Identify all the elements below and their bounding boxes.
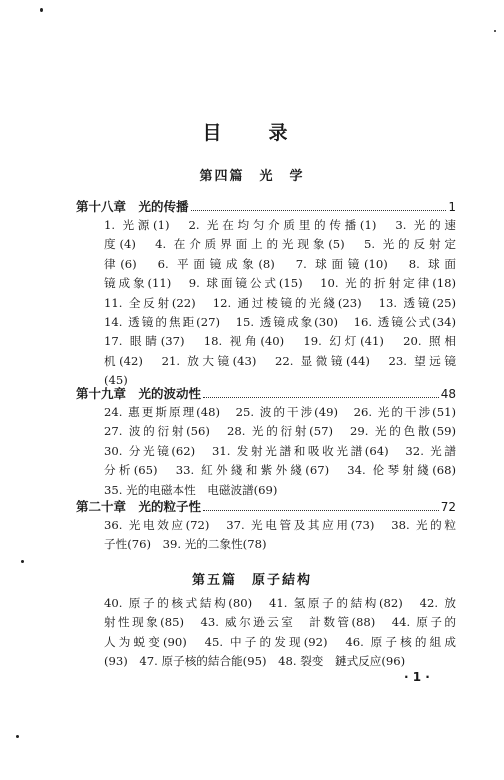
section-line: 镜成象(11) 9. 球面镜公式(15) 10. 光的折射定律(18) (104, 276, 456, 291)
dot-leader (203, 397, 439, 398)
section-line: 律(6) 6. 平面镜成象(8) 7. 球面镜(10) 8. 球面 (104, 256, 456, 271)
chapter-title: 第十九章 光的波动性 (76, 386, 202, 401)
section-line: 射性现象(85) 43. 威尔逊云室 計数管(88) 44. 原子的 (104, 615, 456, 630)
section-line: (45) (104, 373, 128, 388)
chapter-title: 第二十章 光的粒子性 (76, 499, 202, 514)
section-line: 分析(65) 33. 紅外綫和紫外綫(67) 34. 伦琴射綫(68) (104, 463, 456, 478)
section-line: 机(42) 21. 放大镜(43) 22. 显微镜(44) 23. 望远镜 (104, 353, 456, 368)
section-line: 子性(76) 39. 光的二象性(78) (104, 537, 267, 552)
scan-speck (40, 8, 43, 12)
section-list (104, 216, 456, 391)
section-list (104, 403, 456, 500)
page-title: 目 录 (202, 122, 302, 144)
section-line: 1. 光源(1) 2. 光在均匀介质里的传播(1) 3. 光的速 (104, 218, 456, 232)
section-line: 度(4) 4. 在介质界面上的光现象(5) 5. 光的反射定 (104, 237, 456, 252)
chapter-heading[interactable] (76, 384, 456, 402)
scan-speck (21, 560, 24, 563)
chapter-heading[interactable] (76, 497, 456, 515)
section-line: 35. 光的电磁本性 电磁波譜(69) (104, 482, 278, 497)
section-line: 40. 原子的核式結构(80) 41. 氢原子的結构(82) 42. 放 (104, 596, 456, 610)
scan-speck (494, 30, 496, 32)
chapter-title: 第十八章 光的传播 (76, 199, 189, 214)
section-line: 14. 透镜的焦距(27) 15. 透镜成象(30) 16. 透镜公式(34) (104, 315, 456, 330)
dot-leader (203, 510, 439, 511)
chapter-page: 48 (440, 387, 456, 401)
section-line: 人为蜕变(90) 45. 中子的发现(92) 46. 原子核的組成 (104, 634, 456, 649)
section-list (104, 516, 456, 555)
section-line: 30. 分光镜(62) 31. 发射光譜和吸收光譜(64) 32. 光譜 (104, 443, 456, 458)
page-number: · 1 · (404, 670, 430, 684)
scan-speck (16, 735, 19, 738)
section-line: 24. 惠更斯原理(48) 25. 波的干涉(49) 26. 光的干涉(51) (104, 405, 456, 419)
section-line: 36. 光电效应(72) 37. 光电管及其应用(73) 38. 光的粒 (104, 518, 456, 532)
section-list (104, 594, 456, 672)
dot-leader (191, 210, 447, 211)
chapter-heading[interactable] (76, 197, 456, 215)
section-line: 11. 全反射(22) 12. 通过棱镜的光綫(23) 13. 透镜(25) (104, 295, 456, 310)
section-line: (93) 47. 原子核的結合能(95) 48. 裂变 鏈式反应(96) (104, 654, 406, 669)
chapter-page: 1 (448, 200, 456, 214)
chapter-page: 72 (440, 500, 456, 514)
part-title: 第五篇 原子結构 (191, 573, 312, 588)
section-line: 27. 波的衍射(56) 28. 光的衍射(57) 29. 光的色散(59) (104, 424, 456, 439)
part-title: 第四篇 光 学 (199, 169, 305, 184)
section-line: 17. 眼睛(37) 18. 视角(40) 19. 幻灯(41) 20. 照相 (104, 334, 456, 349)
